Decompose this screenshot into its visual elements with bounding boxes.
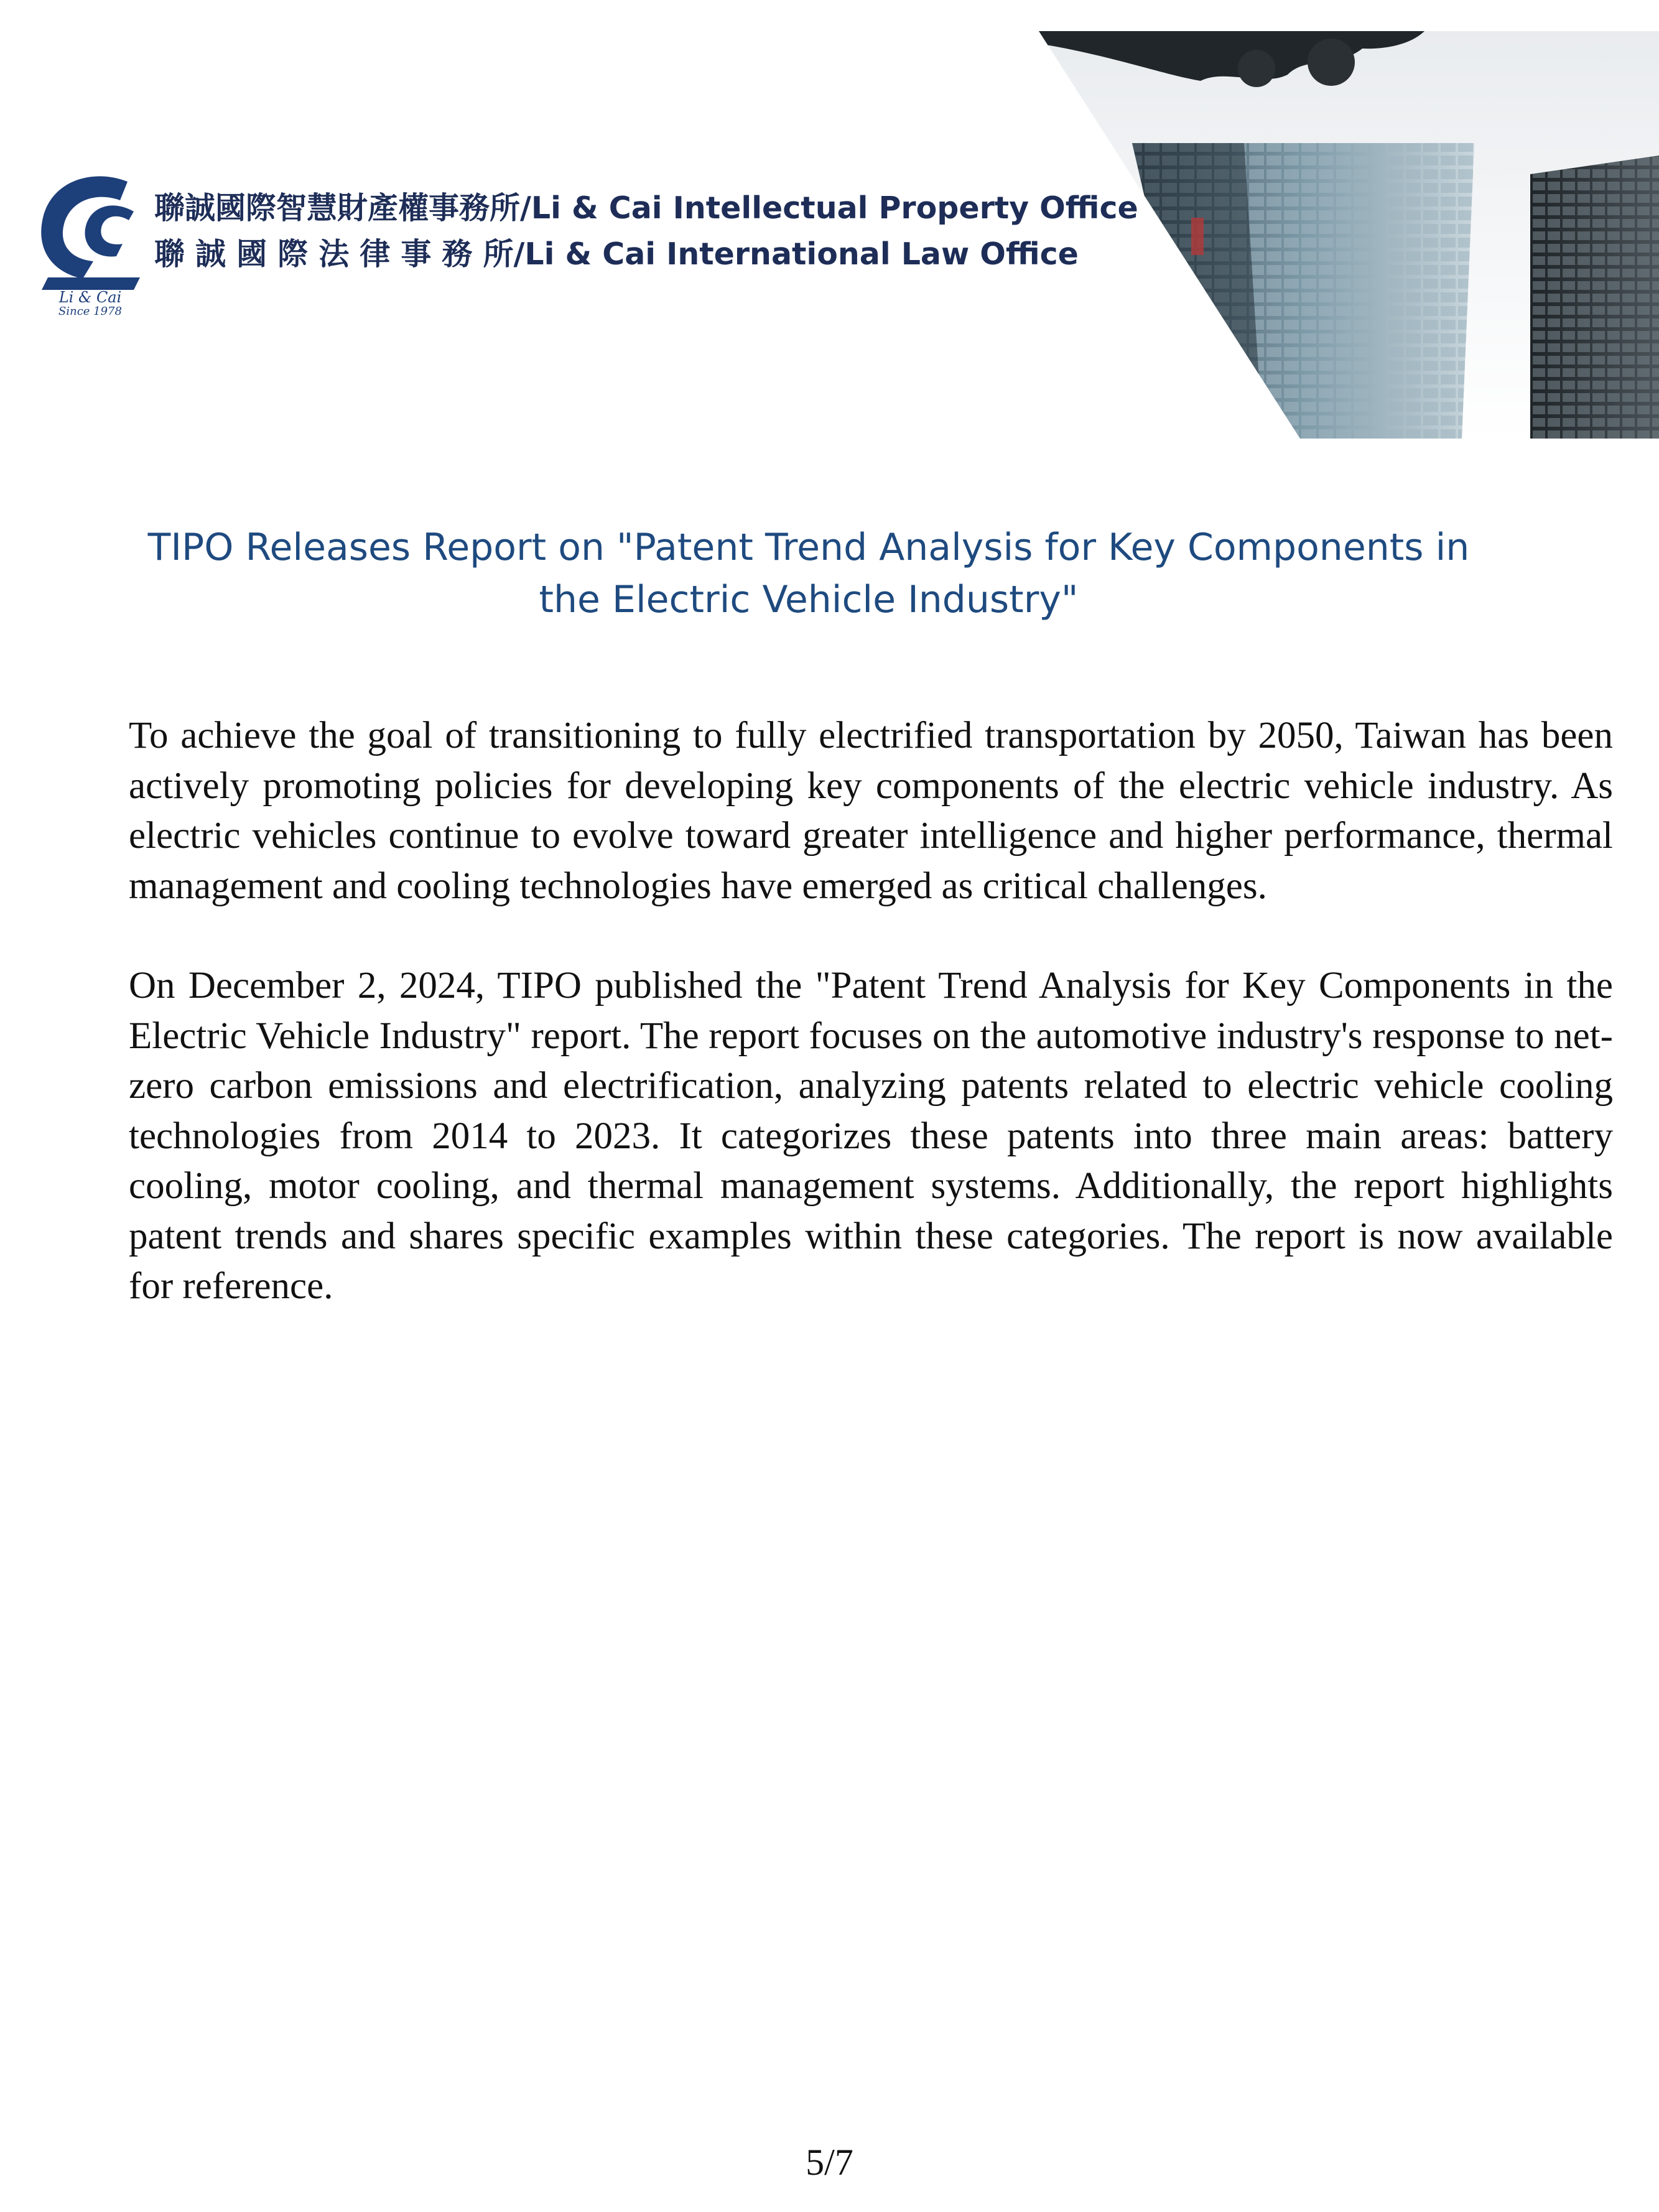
article-paragraph-1: To achieve the goal of transitioning to fully electrified transportation by 2050, Taiwan has been actively promoting policies for developing key components of the electric vehicle industry. As electric vehicles continue to evolve toward greater intelligence and higher performance, thermal management and cooling technologies have emerged as critical challenges. <box>129 715 1613 907</box>
office-name-law: 聯 誠 國 際 法 律 事 務 所/Li & Cai International Law Office <box>154 236 1079 272</box>
page-number: 5/7 <box>806 2142 853 2183</box>
office-name-ip: 聯誠國際智慧財產權事務所/Li & Cai Intellectual Property Office <box>154 190 1138 226</box>
logo-since: Since 1978 <box>58 305 122 317</box>
letterhead <box>0 0 1659 448</box>
article-paragraph-2: On December 2, 2024, TIPO published the "Patent Trend Analysis for Key Components in the Electric Vehicle Industry" report. The report focuses on the automotive industry's response to net-zero carbon emissions and electrification, analyzing patents related to electric vehicle cooling technologies from 2014 to 2023. It categorizes these patents into three main areas: battery cooling, motor cooling, and thermal management systems. Additionally, the report highlights patent trends and shares specific examples within these categories. The report is now available for reference. <box>129 965 1613 1307</box>
article-title: TIPO Releases Report on "Patent Trend Analysis for Key Components in the Electric Vehicle Industry" <box>147 526 1470 621</box>
article-body <box>129 711 1613 1362</box>
logo-text: Li & Cai <box>58 289 122 306</box>
li-cai-logo <box>34 168 143 317</box>
office-names <box>154 185 1150 277</box>
building-photo <box>1039 31 1659 439</box>
